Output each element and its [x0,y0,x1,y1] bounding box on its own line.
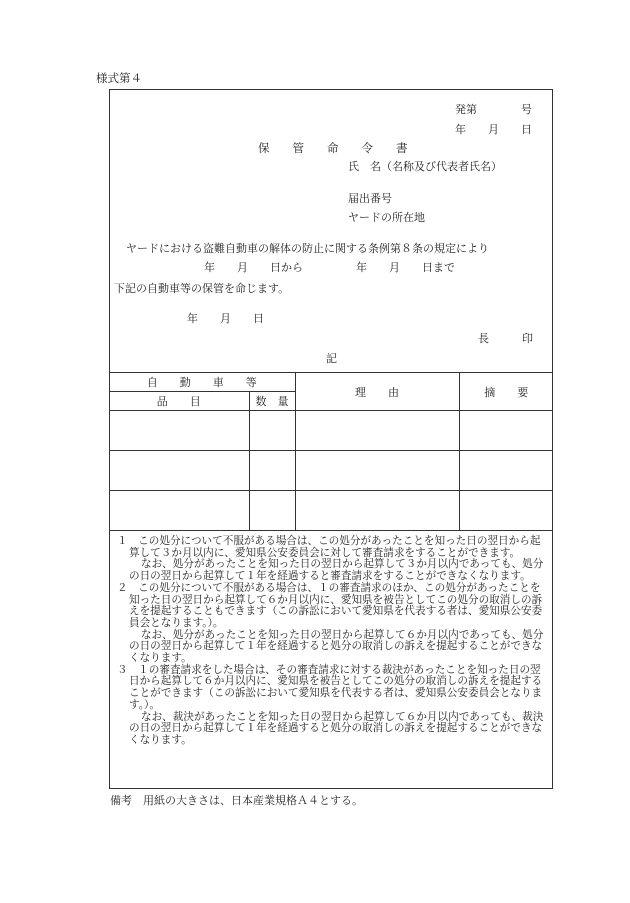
period-to: 年 月 日まで [356,261,455,274]
header-vehicles: 自 動 車 等 [109,373,295,392]
ki-heading: 記 [326,352,337,365]
registration-number-label: 届出番号 [348,192,392,205]
note-2: ２ この処分について不服がある場合は、１の審査請求のほか、この処分があったことを知った日の翌日から起算して６か月以内に、愛知県を被告としてこの処分の取消しの訴えを提起することもできます（この訴訟において愛知県を代表する者は、愛知県公安委員会となります。）。 [117,581,543,629]
header-quantity: 数 量 [249,392,295,411]
document-title: 保 管 命 令 書 [258,141,408,155]
issue-date: 年 月 日 [455,123,532,136]
appeal-notes [117,536,549,747]
header-reason: 理 由 [295,373,459,411]
vehicle-table [109,372,553,537]
table-row [109,451,553,491]
recipient-name-label: 氏 名（名称及び代表者氏名） [348,160,502,173]
table-row [109,411,553,451]
yard-location-label: ヤードの所在地 [348,211,425,224]
cell-item [109,411,249,451]
cell-reason [295,411,459,451]
note-3: ３ １の審査請求をした場合は、その審査請求に対する裁決があったことを知った日の翌日から起算して６か月以内に、愛知県を被告としてこの処分の取消しの訴えを提起することができます（この訴訟において愛知県を代表する者は、愛知県公安委員会となります。）。 [117,663,543,711]
cell-remarks [459,411,553,451]
period-from: 年 月 日から [204,261,303,274]
cell-item [109,491,249,531]
issuer-seal: 長 印 [478,332,533,345]
note-1-sub: なお、処分があったことを知った日の翌日から起算して３か月以内であっても、処分の日の翌日から起算して１年を経過すると審査請求をすることができなくなります。 [129,558,544,583]
order-date: 年 月 日 [187,312,264,325]
table-row [109,491,553,531]
cell-remarks [459,491,553,531]
cell-quantity [249,411,295,451]
cell-item [109,451,249,491]
form-number-label: 様式第４ [96,71,142,85]
note-1: １ この処分について不服がある場合は、この処分があったことを知った日の翌日から起算して３か月以内に、愛知県公安委員会に対して審査請求をすることができます。 [117,535,541,559]
header-item: 品 目 [109,392,249,411]
issue-number: 発第 号 [455,103,532,116]
cell-quantity [249,491,295,531]
statute-line: ヤードにおける盗難自動車の解体の防止に関する条例第８条の規定により [126,242,489,255]
cell-reason [295,491,459,531]
cell-quantity [249,451,295,491]
header-remarks: 摘 要 [459,373,553,411]
note-2-sub: なお、処分があったことを知った日の翌日から起算して６か月以内であっても、処分の日の翌日から起算して１年を経過すると処分の取消しの訴えを提起することができなくなります。 [129,628,544,665]
footer-note: 備考 用紙の大きさは、日本産業規格Ａ４とする。 [110,794,363,807]
order-line: 下記の自動車等の保管を命じます。 [114,282,290,295]
cell-remarks [459,451,553,491]
cell-reason [295,451,459,491]
note-3-sub: なお、裁決があったことを知った日の翌日から起算して６か月以内であっても、裁決の日の翌日から起算して１年を経過すると処分の取消しの訴えを提起することができなくなります。 [129,710,544,746]
